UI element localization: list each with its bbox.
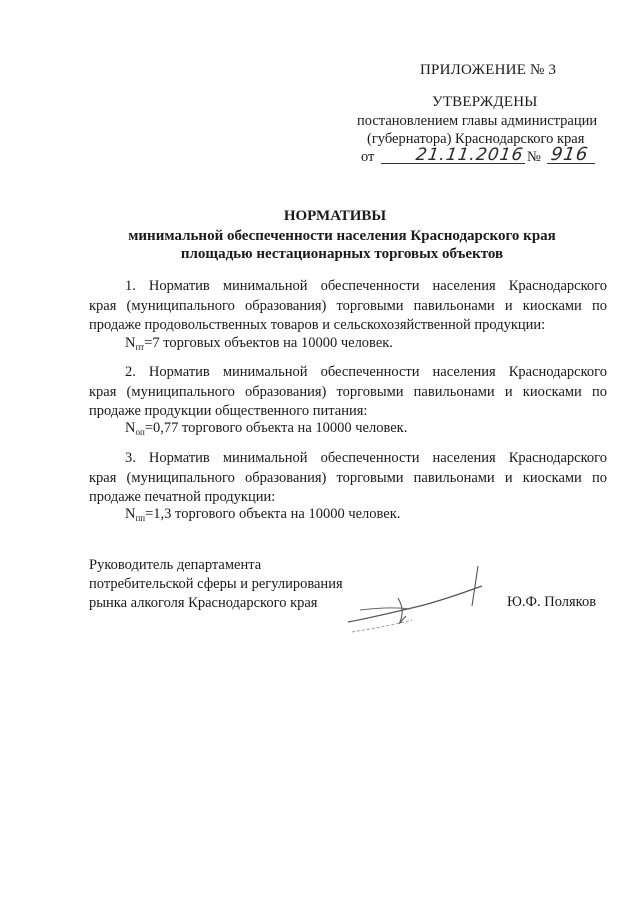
signatory-name: Ю.Ф. Поляков (507, 594, 597, 610)
norm-item-3-line-2: края (муниципального образования) торговыми павильонами и киосками по (89, 469, 607, 486)
signatory-position-line-2: потребительской сферы и регулирования (89, 576, 343, 592)
norm-item-2-line-2: края (муниципального образования) торговыми павильонами и киосками по (89, 383, 607, 400)
norm-item-2-line-1: 2. Норматив минимальной обеспеченности населения Краснодарского (125, 364, 607, 380)
approval-date-line (361, 144, 601, 170)
formula-subscript: пт (135, 342, 145, 352)
formula-subscript: оп (135, 427, 145, 437)
formula-value: =1,3 торгового объекта на 10000 человек. (145, 506, 401, 522)
handwritten-signature (340, 560, 490, 640)
document-title: НОРМАТИВЫ (283, 208, 387, 224)
norm-item-3-line-3: продаже печатной продукции: (89, 489, 276, 505)
formula-symbol: N (125, 335, 136, 351)
formula-value: =7 торговых объектов на 10000 человек. (144, 335, 393, 351)
number-prefix: № (527, 149, 541, 165)
norm-item-1-line-3: продаже продовольственных товаров и сельскохозяйственной продукции: (89, 317, 546, 333)
norm-item-1-formula (125, 335, 393, 352)
approved-label: УТВЕРЖДЕНЫ (432, 94, 538, 110)
norm-item-1 (89, 277, 607, 336)
norm-item-1-line-1: 1. Норматив минимальной обеспеченности населения Краснодарского (125, 278, 607, 294)
formula-subscript: пп (135, 513, 146, 523)
document-subtitle-line-2: площадью нестационарных торговых объектов (180, 246, 504, 262)
signatory-position (89, 556, 343, 613)
document-subtitle-line-1: минимальной обеспеченности населения Краснодарского края (128, 228, 556, 244)
approved-by-line-2: (губернатора) Краснодарского края (367, 131, 585, 147)
date-prefix: от (361, 149, 375, 165)
formula-symbol: N (125, 506, 136, 522)
signatory-position-line-1: Руководитель департамента (89, 557, 262, 573)
appendix-label: ПРИЛОЖЕНИЕ № 3 (420, 62, 557, 78)
approved-by-line-1: постановлением главы администрации (357, 113, 598, 129)
norm-item-1-line-2: края (муниципального образования) торговыми павильонами и киосками по (89, 297, 607, 314)
norm-item-2 (89, 363, 607, 422)
norm-item-2-line-3: продаже продукции общественного питания: (89, 403, 368, 419)
norm-item-3-line-1: 3. Норматив минимальной обеспеченности населения Краснодарского (125, 450, 607, 466)
norm-item-3-formula (125, 506, 400, 523)
formula-value: =0,77 торгового объекта на 10000 человек. (144, 420, 408, 436)
signatory-position-line-3: рынка алкоголя Краснодарского края (89, 595, 318, 611)
handwritten-date: 21.11.2016 (414, 145, 525, 165)
norm-item-3 (89, 449, 607, 508)
formula-symbol: N (125, 420, 136, 436)
handwritten-number: 916 (549, 144, 590, 165)
norm-item-2-formula (125, 420, 407, 437)
